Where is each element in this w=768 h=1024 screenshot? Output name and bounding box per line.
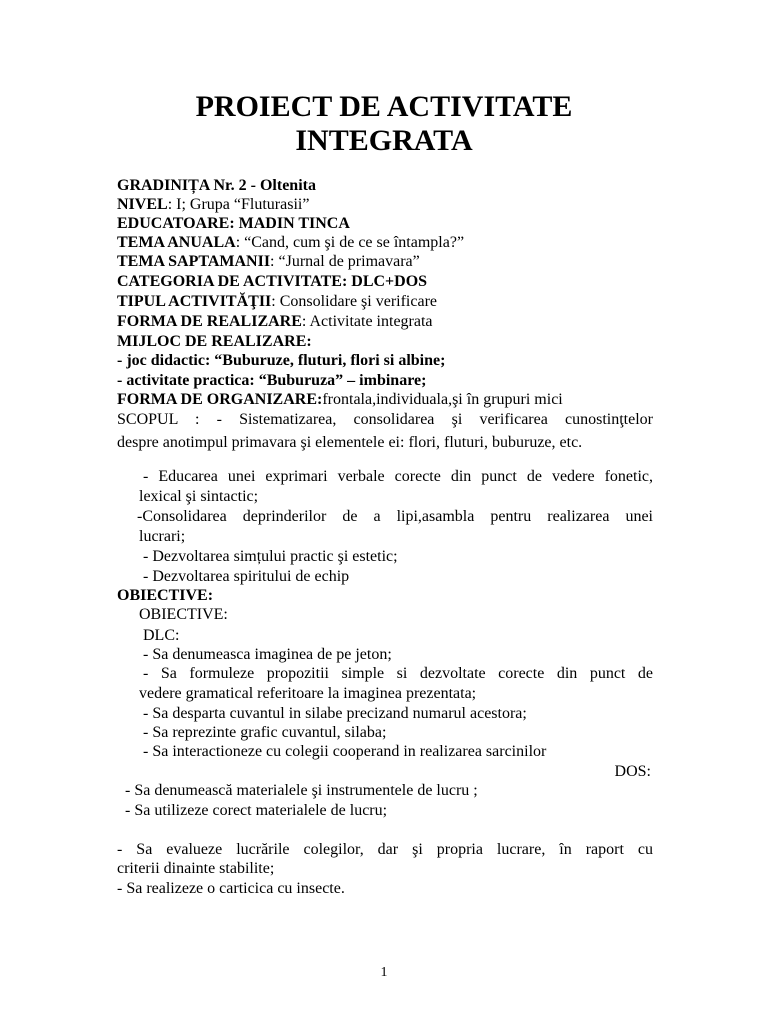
page-number: 1: [380, 965, 388, 980]
goal-2b: lucrari;: [139, 528, 186, 545]
mijloc: MIJLOC DE REALIZARE:: [117, 333, 312, 350]
forma-organizare-line: [117, 390, 563, 409]
gradinita: GRADINIȚA Nr. 2 - Oltenita: [117, 177, 316, 194]
goal-3: - Dezvoltarea simțului practic şi estetic;: [143, 548, 398, 565]
forma-organizare-label: FORMA DE ORGANIZARE:: [117, 391, 323, 408]
forma-realizare-line: [117, 312, 433, 331]
objectives-sub: OBIECTIVE:: [139, 606, 228, 623]
objective-3: - Sa desparta cuvantul in silabe precizand numarul acestora;: [143, 705, 527, 722]
dlc-label: DLC:: [143, 627, 180, 644]
forma-realizare-value: : Activitate integrata: [301, 313, 433, 330]
joc-didactic: - joc didactic: “Buburuze, fluturi, flori si albine;: [117, 352, 446, 369]
dos-3a: - Sa evalueze lucrările colegilor, dar şi propria lucrare, în raport cu: [117, 841, 653, 858]
scopul-line-2: despre anotimpul primavara şi elementele ei: flori, fluturi, buburuze, etc.: [117, 434, 583, 451]
nivel-value: : I; Grupa “Fluturasii”: [167, 196, 310, 213]
tipul-line: [117, 292, 437, 311]
dos-4: - Sa realizeze o carticica cu insecte.: [117, 880, 345, 897]
goal-4: - Dezvoltarea spiritului de echip: [143, 568, 350, 585]
tema-saptamanii-label: TEMA SAPTAMANII: [117, 253, 271, 270]
educatoare: EDUCATOARE: MADIN TINCA: [117, 215, 350, 232]
dos-2: - Sa utilizeze corect materialele de lucru;: [125, 802, 388, 819]
tema-anuala-label: TEMA ANUALA: [117, 234, 236, 251]
objectives-heading: OBIECTIVE:: [117, 587, 214, 604]
nivel-line: [117, 195, 309, 214]
tema-saptamanii-line: [117, 252, 420, 271]
objective-1: - Sa denumeasca imaginea de pe jeton;: [143, 646, 392, 663]
forma-organizare-value: frontala,individuala,şi în grupuri mici: [322, 391, 563, 408]
dos-1: - Sa denumească materialele şi instrumentele de lucru ;: [125, 782, 478, 799]
objective-5: - Sa interactioneze cu colegii cooperand in realizarea sarcinilor: [143, 743, 547, 760]
activitate-practica: - activitate practica: “Buburuza” – imbinare;: [117, 372, 427, 389]
forma-realizare-label: FORMA DE REALIZARE: [117, 313, 302, 330]
tipul-value: : Consolidare şi verificare: [271, 293, 437, 310]
dos-3b: criterii dinainte stabilite;: [117, 860, 275, 877]
categoria: CATEGORIA DE ACTIVITATE: DLC+DOS: [117, 273, 428, 290]
objective-2b: vedere gramatical referitoare la imaginea prezentata;: [139, 685, 477, 702]
dos-label: DOS:: [614, 763, 651, 780]
objective-2a: - Sa formuleze propozitii simple si dezvoltate corecte din punct de: [143, 665, 653, 682]
tipul-label: TIPUL ACTIVITĂŢII: [117, 293, 272, 310]
objective-4: - Sa reprezinte grafic cuvantul, silaba;: [143, 724, 387, 741]
title-line-2: INTEGRATA: [295, 124, 473, 157]
tema-anuala-line: [117, 233, 464, 252]
goal-1b: lexical şi sintactic;: [139, 488, 259, 505]
tema-saptamanii-value: : “Jurnal de primavara”: [270, 253, 420, 270]
scopul-line-1: SCOPUL : - Sistematizarea, consolidarea şi verificarea cunostinţtelor: [117, 411, 653, 428]
title-line-1: PROIECT DE ACTIVITATE: [195, 90, 573, 123]
tema-anuala-value: : “Cand, cum şi de ce se întampla?”: [235, 234, 465, 251]
goal-1a: - Educarea unei exprimari verbale corecte din punct de vedere fonetic,: [143, 468, 653, 485]
nivel-label: NIVEL: [117, 196, 168, 213]
goal-2a: -Consolidarea deprinderilor de a lipi,asambla pentru realizarea unei: [137, 508, 653, 525]
